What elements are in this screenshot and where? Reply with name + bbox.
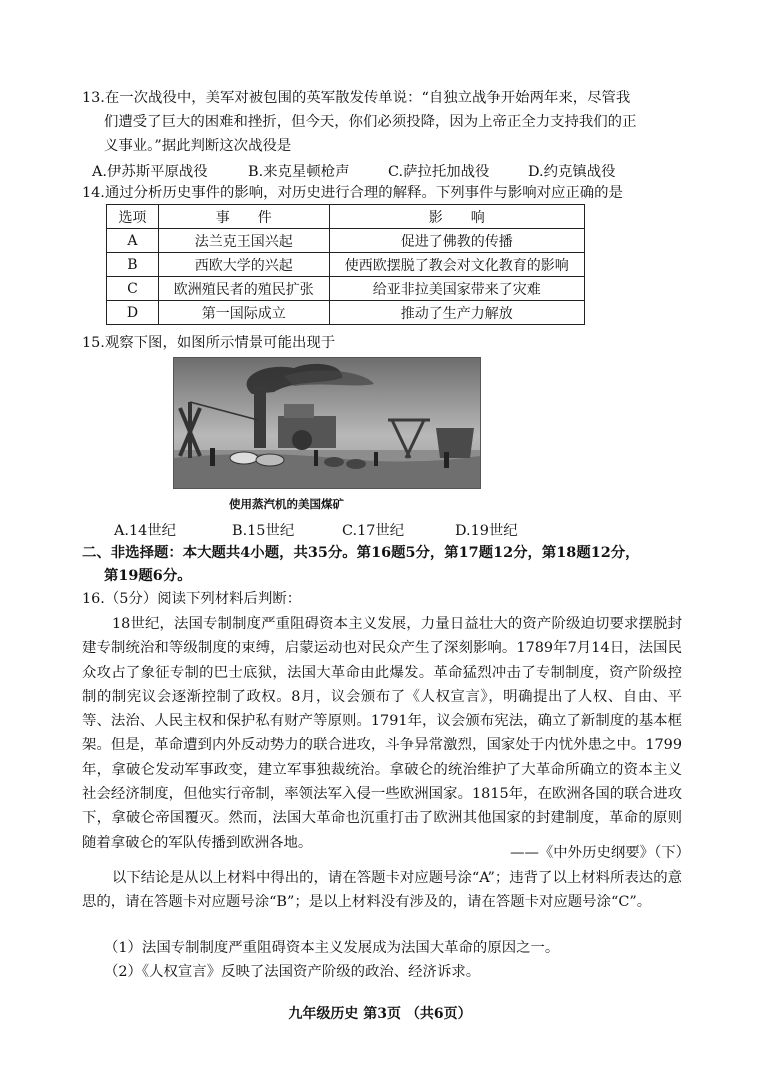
q16-item-1: （1）法国专制制度严重阻碍资本主义发展成为法国大革命的原因之一。 (104, 940, 560, 956)
table-cell: B (107, 253, 159, 277)
q15-option-c: C.17世纪 (342, 523, 405, 539)
q13-option-a: A.伊苏斯平原战役 (92, 164, 208, 180)
steam-mine-illustration (173, 357, 481, 489)
table-header: 影 响 (329, 205, 584, 229)
q15-option-b: B.15世纪 (232, 523, 295, 539)
q15-option-a: A.14世纪 (114, 523, 177, 539)
q15-option-d: D.19世纪 (455, 523, 518, 539)
table-cell: 使西欧摆脱了教会对文化教育的影响 (329, 253, 584, 277)
table-cell: 法兰克王国兴起 (158, 229, 329, 253)
q16-instruction: 以下结论是从以上材料中得出的，请在答题卡对应题号涂“A”；违背了以上材料所表达的意思的，请在答题卡对应题号涂“B”；是以上材料没有涉及的，请在答题卡对应题号涂“C”。 (82, 870, 682, 911)
table-cell: D (107, 301, 159, 325)
q13-option-c: C.萨拉托加战役 (388, 164, 490, 180)
table-cell: 西欧大学的兴起 (158, 253, 329, 277)
q15-stem: 15.观察下图，如图所示情景可能出现于 (82, 335, 336, 351)
table-header: 选项 (107, 205, 159, 229)
illustration-drawing (174, 358, 480, 488)
q14-stem: 14.通过分析历史事件的影响，对历史进行合理的解释。下列事件与影响对应正确的是 (82, 185, 623, 201)
table-row (107, 253, 585, 277)
section2-heading-cont: 第19题6分。 (104, 567, 192, 584)
section2-heading: 二、非选择题：本大题共4小题，共35分。第16题5分，第17题12分，第18题12分， (82, 544, 640, 561)
table-header-row (107, 205, 585, 229)
q13-option-d: D.约克镇战役 (528, 164, 616, 180)
page-footer: 九年级历史 第3页 （共6页） (288, 1006, 472, 1022)
table-header: 事 件 (158, 205, 329, 229)
table-row (107, 277, 585, 301)
table-cell: 欧洲殖民者的殖民扩张 (158, 277, 329, 301)
table-cell: C (107, 277, 159, 301)
q16-item-2: （2）《人权宣言》反映了法国资产阶级的政治、经济诉求。 (104, 964, 481, 980)
table-row (107, 301, 585, 325)
table-cell: 给亚非拉美国家带来了灾难 (329, 277, 584, 301)
table-row (107, 229, 585, 253)
q16-material: 18世纪，法国专制制度严重阻碍资本主义发展，力量日益壮大的资产阶级迫切要求摆脱封建专制统治和等级制度的束缚，启蒙运动也对民众产生了深刻影响。1789年7月14日，法国民众攻占了象征专制的巴士底狱，法国大革命由此爆发。革命猛烈冲击了专制制度，资产阶级控制的制宪议会逐渐控制了政权。8月，议会颁布了《人权宣言》，明确提出了人权、自由、平等、法治、人民主权和保护私有财产等原则。1791年，议会颁布宪法，确立了新制度的基本框架。但是，革命遭到内外反动势力的联合进攻，斗争异常激烈，国家处于内忧外患之中。1799年，拿破仑发动军事政变，建立军事独裁统治。拿破仑的统治维护了大革命所确立的资本主义社会经济制度，但他实行帝制，率领法军入侵一些欧洲国家。1815年，在欧洲各国的联合进攻下，拿破仑帝国覆灭。然而，法国大革命也沉重打击了欧洲其他国家的封建制度，革命的原则随着拿破仑的军队传播到欧洲各地。 (82, 616, 682, 851)
q13-stem-line2: 们遭受了巨大的困难和挫折，但今天，你们必须投降，因为上帝正全力支持我们的正 (104, 114, 637, 130)
q16-stem: 16.（5分）阅读下列材料后判断： (82, 591, 302, 607)
figure-caption: 使用蒸汽机的美国煤矿 (229, 497, 344, 511)
table-cell: A (107, 229, 159, 253)
q14-table (106, 204, 585, 325)
q13-stem-line1: 13.在一次战役中，美军对被包围的英军散发传单说：“自独立战争开始两年来，尽管我 (82, 90, 631, 106)
q16-source: ——《中外历史纲要》（下） (510, 845, 690, 861)
q13-option-b: B.来克星顿枪声 (248, 164, 350, 180)
table-cell: 推动了生产力解放 (329, 301, 584, 325)
q13-stem-line3: 义事业。”据此判断这次战役是 (104, 138, 292, 154)
table-cell: 促进了佛教的传播 (329, 229, 584, 253)
table-cell: 第一国际成立 (158, 301, 329, 325)
